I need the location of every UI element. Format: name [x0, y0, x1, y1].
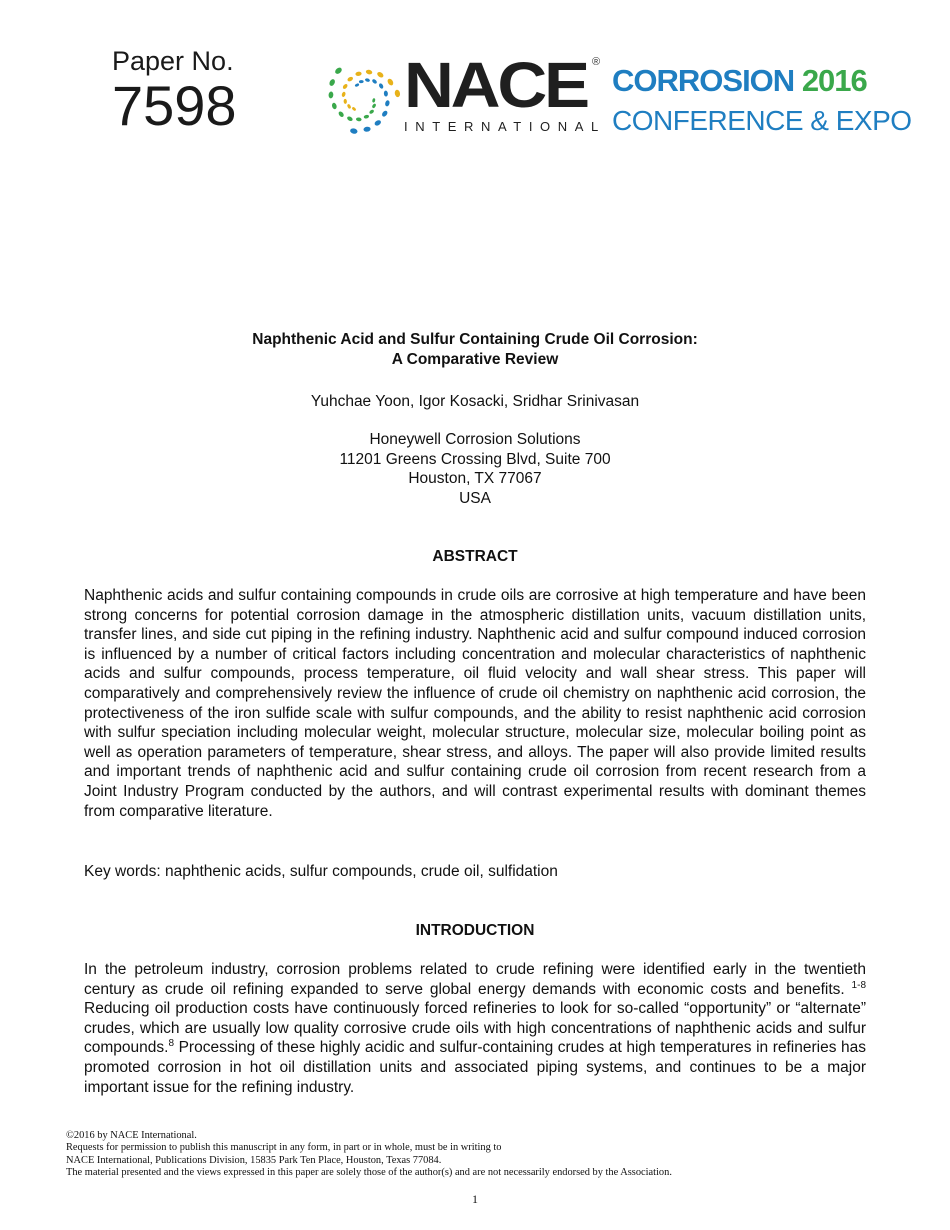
paper-title: [0, 330, 950, 369]
logo-dot: [346, 116, 353, 122]
conference-year: 2016: [801, 63, 867, 98]
conference-subtitle: CONFERENCE & EXPO: [612, 105, 912, 136]
affiliation-org: Honeywell Corrosion Solutions: [369, 431, 581, 448]
intro-text-3: Processing of these highly acidic and sulfur-containing crudes at high temperatures in refineries has promoted corrosion in hot oil distillation units and associated piping systems, and continues to be a major important issue for the refining industry.: [84, 1039, 866, 1096]
logo-dot: [356, 117, 362, 122]
logo-dot: [334, 66, 343, 75]
logo-dot: [342, 83, 348, 90]
logo-dot: [384, 100, 390, 107]
nace-logo-text: NACE: [404, 49, 587, 121]
introduction-heading: INTRODUCTION: [415, 922, 535, 939]
footer-line-2: Requests for permission to publish this manuscript in any form, in part or in whole, must be in writing to: [66, 1142, 502, 1154]
logo-dot: [386, 78, 394, 87]
logo-dot: [372, 98, 376, 103]
footer-line-4: The material presented and the views expressed in this paper are solely those of the author(s) and are not necessarily endorsed by the Association.: [66, 1166, 672, 1178]
conference-title: [612, 64, 867, 98]
logo-dot: [328, 91, 333, 98]
logo-dot: [371, 78, 377, 84]
paper-number-label: Paper No.: [112, 46, 234, 76]
copyright-footer: [66, 1130, 886, 1179]
logo-dot: [371, 103, 376, 109]
logo-dot: [363, 126, 371, 132]
footer-line-1: ©2016 by NACE International.: [66, 1130, 197, 1141]
logo-dot: [376, 71, 384, 79]
page-number: 1: [472, 1192, 478, 1206]
logo-dot: [351, 106, 356, 111]
logo-dot: [374, 119, 382, 127]
nace-international-text: INTERNATIONAL: [404, 119, 606, 134]
logo-dot: [381, 110, 389, 118]
logo-dot: [369, 109, 375, 115]
logo-dot: [331, 102, 337, 109]
logo-dot: [347, 104, 352, 110]
logo-dot: [354, 83, 359, 87]
affiliation-city: Houston, TX 77067: [408, 470, 542, 487]
intro-text-1: In the petroleum industry, corrosion problems related to crude refining were identified early in the twentieth century as crude oil refining expanded to serve global energy demands with economic costs and benefits.: [84, 961, 866, 998]
logo-dot: [347, 76, 354, 82]
logo-dot: [363, 114, 369, 119]
abstract-heading: ABSTRACT: [432, 548, 518, 565]
authors: Yuhchae Yoon, Igor Kosacki, Sridhar Srinivasan: [310, 393, 640, 410]
logo-dot: [355, 71, 362, 76]
affiliation-country: USA: [459, 489, 491, 507]
keywords: Key words: naphthenic acids, sulfur compounds, crude oil, sulfidation: [84, 863, 558, 880]
conference-word: CORROSION: [612, 63, 795, 98]
logo-dot: [350, 128, 358, 135]
footer-line-3: NACE International, Publications Division, 15835 Park Ten Place, Houston, Texas 77084.: [66, 1154, 442, 1166]
logo-dot: [384, 90, 389, 96]
affiliation: [0, 430, 950, 508]
nace-dotted-swirl-icon: [322, 58, 402, 138]
paper-title-line-1: Naphthenic Acid and Sulfur Containing Crude Oil Corrosion:: [252, 331, 698, 348]
logo-dot: [394, 89, 400, 97]
abstract-body: Naphthenic acids and sulfur containing compounds in crude oils are corrosive at high temperature and have been strong concerns for potential corrosion damage in the atmospheric distillation units, vacuum distillation units, transfer lines, and side cut piping in the refining industry. Naphthenic acid and sulfur compound induced corrosion is influenced by a number of critical factors including concentration and molecular characteristics of naphthenic acids and sulfur compounds, process temperature, oil fluid velocity and wall shear stress. This paper will comparatively and comprehensively review the influence of crude oil chemistry on naphthenic acid corrosion, the protectiveness of the iron sulfide scale with sulfur compounds, and the ability to resist naphthenic acid corrosion with sulfur speciation including molecular weight, molecular structure, molecular size, molecular boiling point as well as operation parameters of temperature, shear stress, and alloys. The paper will also provide limited results and important trends of naphthenic acid and sulfur containing crude oil corrosion from recent research from a Joint Industry Program conducted by the authors, and will contrast experimental results with dominant themes from comparative literature.: [84, 587, 866, 820]
intro-text-2: Reducing oil production costs have continuously forced refineries to look for so-called “opportunity” or “alternate” crudes, which are usually low quality corrosive crude oils with high concentrations of naphthenic acids and sulfur compounds.: [84, 1000, 866, 1057]
logo-dot: [359, 80, 364, 83]
affiliation-street: 11201 Greens Crossing Blvd, Suite 700: [339, 450, 611, 468]
paper-title-line-2: A Comparative Review: [391, 350, 559, 368]
logo-dot: [365, 69, 372, 75]
citation-ref: 8: [168, 1038, 175, 1050]
logo-dot: [378, 83, 384, 90]
citation-ref: 1-8: [851, 979, 866, 991]
logo-dot: [365, 78, 371, 83]
registered-mark: ®: [592, 56, 601, 68]
logo-dot: [338, 110, 345, 117]
paper-number: 7598: [112, 74, 237, 137]
introduction-body: [84, 960, 866, 1097]
logo-dot: [341, 91, 346, 97]
logo-dot: [328, 78, 336, 87]
logo-dot: [343, 99, 347, 104]
